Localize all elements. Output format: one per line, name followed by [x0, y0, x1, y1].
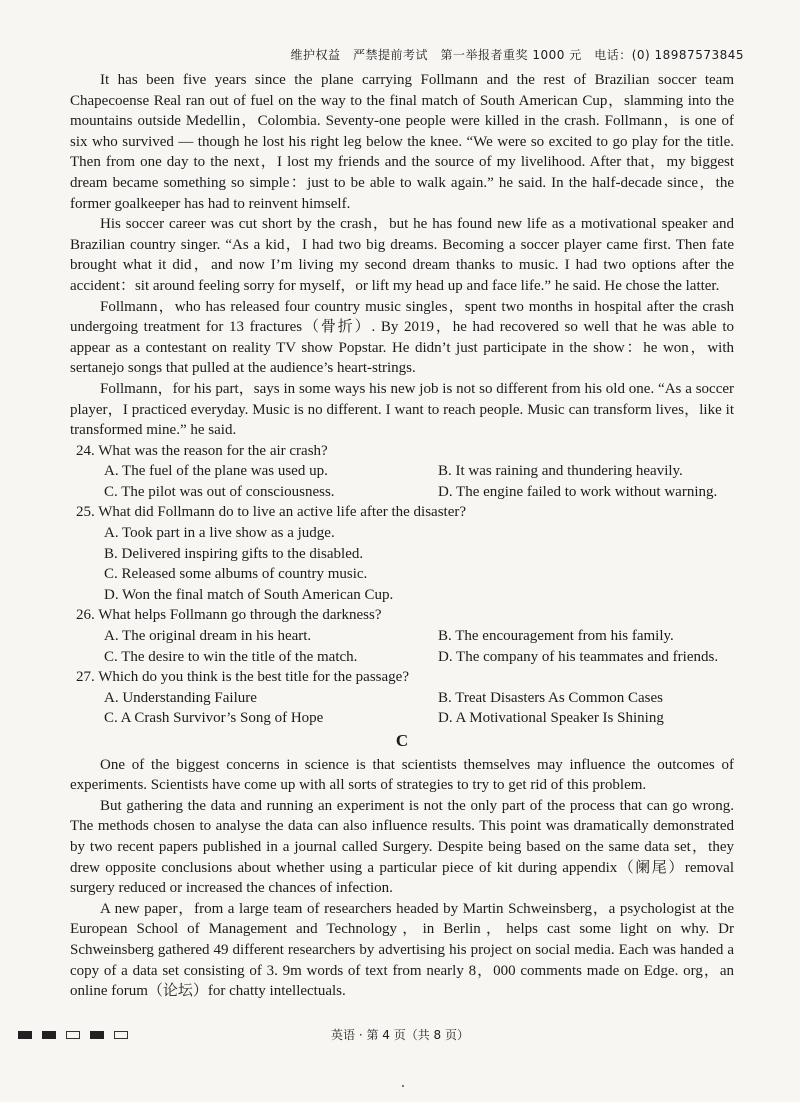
question-27	[70, 667, 734, 729]
question-24	[70, 441, 734, 503]
option-d: D. A Motivational Speaker Is Shining	[438, 710, 664, 727]
passage-b-paragraph-2: His soccer career was cut short by the crash，but he has found new life as a motivational speaker and Brazilian country singer. “As a kid，I had two big dreams. Becoming a soccer player came first. Then fate brought what it did，and now I’m living my second dream thanks to music. I had two options after the accident：sit around feeling sorry for myself，or lift my head up and face life.” he said. He chose the latter.	[70, 216, 734, 294]
passage-c-paragraph-3: A new paper，from a large team of researchers headed by Martin Schweinsberg，a psychologist at the European School of Management and Technology，in Berlin，helps cast some light on why. Dr Schweinsberg gathered 49 different researchers by advertising his project on social media. Each was handed a copy of a data set consisting of 3. 9m words of text from nearly 8，000 comments made on Edge. org，an online forum（论坛）for chatty intellectuals.	[70, 900, 734, 1000]
option-c: C. A Crash Survivor’s Song of Hope	[104, 710, 324, 727]
options	[104, 626, 734, 667]
option-b: B. The encouragement from his family.	[438, 628, 674, 645]
question-text: 24. What was the reason for the air crash?	[76, 442, 328, 459]
options	[104, 688, 734, 729]
option-d: D. The engine failed to work without warning.	[438, 483, 718, 500]
passage-b-paragraph-1: It has been five years since the plane carrying Follmann and the rest of Brazilian soccer team Chapecoense Real ran out of fuel on the way to the final match of South American Cup，slamming into the mountains outside Medellin，Colombia. Seventy-one people were killed in the crash. Follmann，is one of six who survived — though he lost his right leg below the knee. “We were so excited to go play for the title. Then from one day to the next，I lost my friends and the source of my livelihood. After that，my biggest dream became something so simple：just to be able to walk again.” he said. In the half-decade since，the former goalkeeper has had to reinvent himself.	[70, 72, 734, 212]
section-c-heading: C	[395, 731, 409, 750]
scan-speck	[402, 1085, 404, 1087]
question-text: 27. Which do you think is the best title for the passage?	[76, 669, 409, 686]
question-text: 25. What did Follmann do to live an active life after the disaster?	[76, 504, 467, 521]
question-26	[70, 605, 734, 667]
option-a: A. Understanding Failure	[104, 689, 257, 706]
question-25	[70, 502, 734, 605]
content-area	[70, 70, 734, 1002]
option-a: A. The original dream in his heart.	[104, 628, 312, 645]
passage-c-paragraph-1: One of the biggest concerns in science is that scientists themselves may influence the outcomes of experiments. Scientists have come up with all sorts of strategies to try to get rid of this problem.	[70, 756, 734, 794]
passage-b-paragraph-3: Follmann，who has released four country music singles，spent two months in hospital after the crash undergoing treatment for 13 fractures（骨折）. By 2019，he had recovered so well that he was able to appear as a contestant on reality TV show Popstar. He didn’t just participate in the show：he won，with sertanejo songs that pulled at the audience’s heart-strings.	[70, 298, 734, 377]
option-b: B. Delivered inspiring gifts to the disabled.	[104, 545, 364, 562]
passage-b-paragraph-4: Follmann，for his part，says in some ways his new job is not so different from his old one. “As a soccer player，I practiced everyday. Music is no different. I want to reach people. Music can transform lives，like it transformed mine.” he said.	[70, 380, 734, 439]
option-a: A. The fuel of the plane was used up.	[104, 463, 328, 480]
options	[104, 461, 734, 502]
option-c: C. Released some albums of country music.	[104, 566, 368, 583]
option-c: C. The desire to win the title of the match.	[104, 648, 358, 665]
option-a: A. Took part in a live show as a judge.	[104, 525, 335, 542]
option-d: D. The company of his teammates and friends.	[438, 648, 719, 665]
option-b: B. Treat Disasters As Common Cases	[438, 689, 664, 706]
options	[104, 523, 734, 605]
page-footer: 英语 · 第 4 页（共 8 页）	[331, 1028, 469, 1042]
option-b: B. It was raining and thundering heavily.	[438, 463, 683, 480]
option-d: D. Won the final match of South American Cup.	[104, 586, 394, 603]
passage-c-paragraph-2: But gathering the data and running an experiment is not the only part of the process that can go wrong. The methods chosen to analyse the data can also influence results. This point was dramatically demonstrated by two recent papers published in a journal called Surgery. Despite being based on the same data set，they drew opposite conclusions about whether using a particular piece of kit during appendix（阑尾）removal surgery reduced or increased the chances of infection.	[70, 797, 734, 897]
option-c: C. The pilot was out of consciousness.	[104, 483, 335, 500]
page-header: 维护权益 严禁提前考试 第一举报者重奖 1000 元 电话：(0) 18987573845	[290, 48, 744, 62]
question-text: 26. What helps Follmann go through the darkness?	[76, 607, 382, 624]
